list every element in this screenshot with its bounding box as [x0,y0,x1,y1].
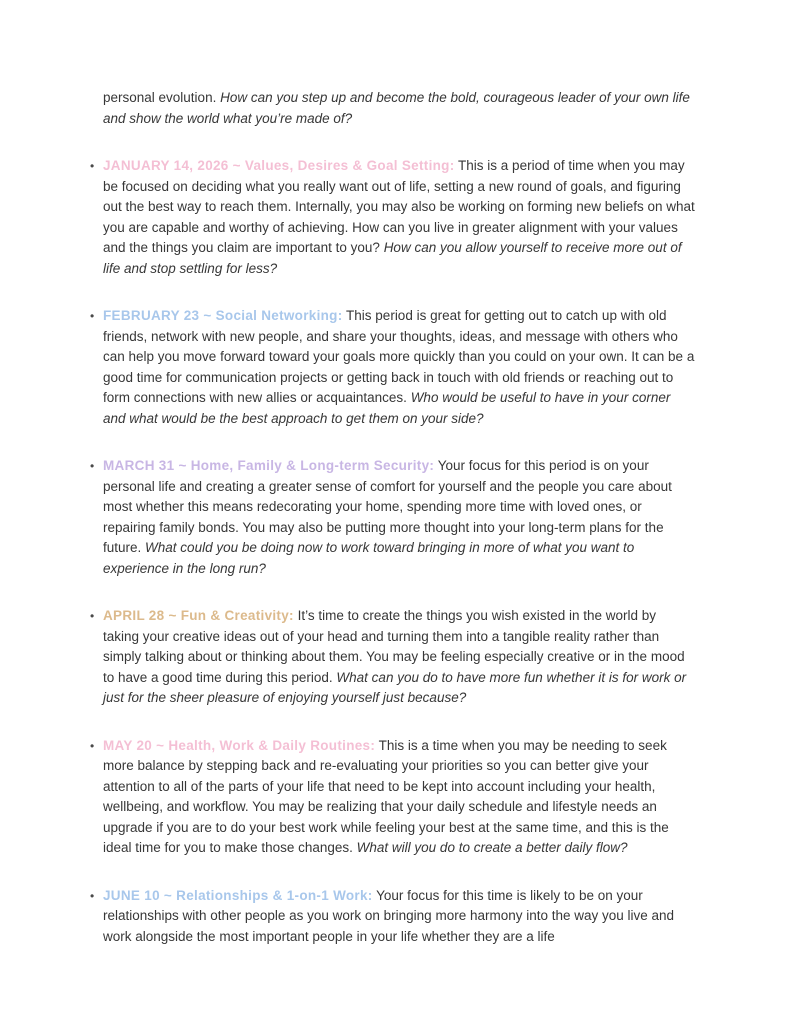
list-item [90,886,695,948]
entry-heading: MARCH 31 ~ Home, Family & Long-term Security: [103,458,435,473]
list-item [90,456,695,579]
entry-body: This is a time when you may be needing to seek more balance by stepping back and re-evaluating your priorities so you can better give your attention to all of the parts of your life that need to be kept into account including your health, wellbeing, and workflow. You may be realizing that your daily schedule and lifestyle needs an upgrade if you are to do your best work while feeling your best at the same time, and this is the ideal time for you to make those changes. [103,737,669,855]
entry-heading: APRIL 28 ~ Fun & Creativity: [103,608,294,623]
entry-body: It’s time to create the things you wish existed in the world by taking your creative ideas out of your head and turning them into a tangible reality rather than simply talking about or thinking about them. You may be feeling especially creative or in the mood to have a good time during this period. [103,608,685,685]
list-item [90,306,695,429]
list-item [90,156,695,279]
entry-body: This period is great for getting out to catch up with old friends, network with new people, and share your thoughts, ideas, and message with others who can help you move forward toward your goals more quickly than you could on your own. It can be a good time for communication projects or getting back in touch with old friends or reaching out to form connections with new allies or acquaintances. [103,308,695,405]
entry-body: Your focus for this period is on your personal life and creating a greater sense of comfort for yourself and the people you care about most whether this means redecorating your home, spending more time with loved ones, or repairing family bonds. You may also be putting more thought into your long-term plans for the future. [103,458,672,555]
intro-question: How can you step up and become the bold, courageous leader of your own life and show the world what you’re made of? [103,90,690,126]
bullet-icon: • [90,609,95,623]
bullet-icon: • [90,309,95,323]
entry-heading: JANUARY 14, 2026 ~ Values, Desires & Goal Setting: [103,158,455,173]
entry-body: This is a period of time when you may be focused on deciding what you really want out of life, setting a new round of goals, and figuring out the best way to reach them. Internally, you may also be working on forming new beliefs on what you are capable and worthy of achieving. How can you live in greater alignment with your values and the things you claim are important to you? [103,158,695,255]
entry-heading: JUNE 10 ~ Relationships & 1-on-1 Work: [103,887,373,903]
entry-question: How can you allow yourself to receive more out of life and stop settling for less? [103,240,682,276]
entry-heading: FEBRUARY 23 ~ Social Networking: [103,308,343,323]
entry-heading: MAY 20 ~ Health, Work & Daily Routines: [103,737,376,753]
bullet-icon: • [90,888,95,903]
period-list [90,156,695,947]
list-item [90,736,695,859]
list-item [90,606,695,709]
bullet-icon: • [90,459,95,473]
bullet-icon: • [90,738,95,753]
entry-question: Who would be useful to have in your corner and what would be the best approach to get them on your side? [103,390,671,426]
intro-paragraph [103,88,695,129]
intro-lead: personal evolution. [103,90,217,105]
bullet-icon: • [90,159,95,173]
entry-body: Your focus for this time is likely to be on your relationships with other people as you work on bringing more harmony into the way you live and work alongside the most important people in your life whether they are a life [103,887,675,944]
entry-question: What could you be doing now to work toward bringing in more of what you want to experience in the long run? [103,540,635,576]
entry-question: What will you do to create a better daily flow? [356,840,628,855]
entry-question: What can you do to have more fun whether it is for work or just for the sheer pleasure of enjoying yourself just because? [103,669,687,705]
